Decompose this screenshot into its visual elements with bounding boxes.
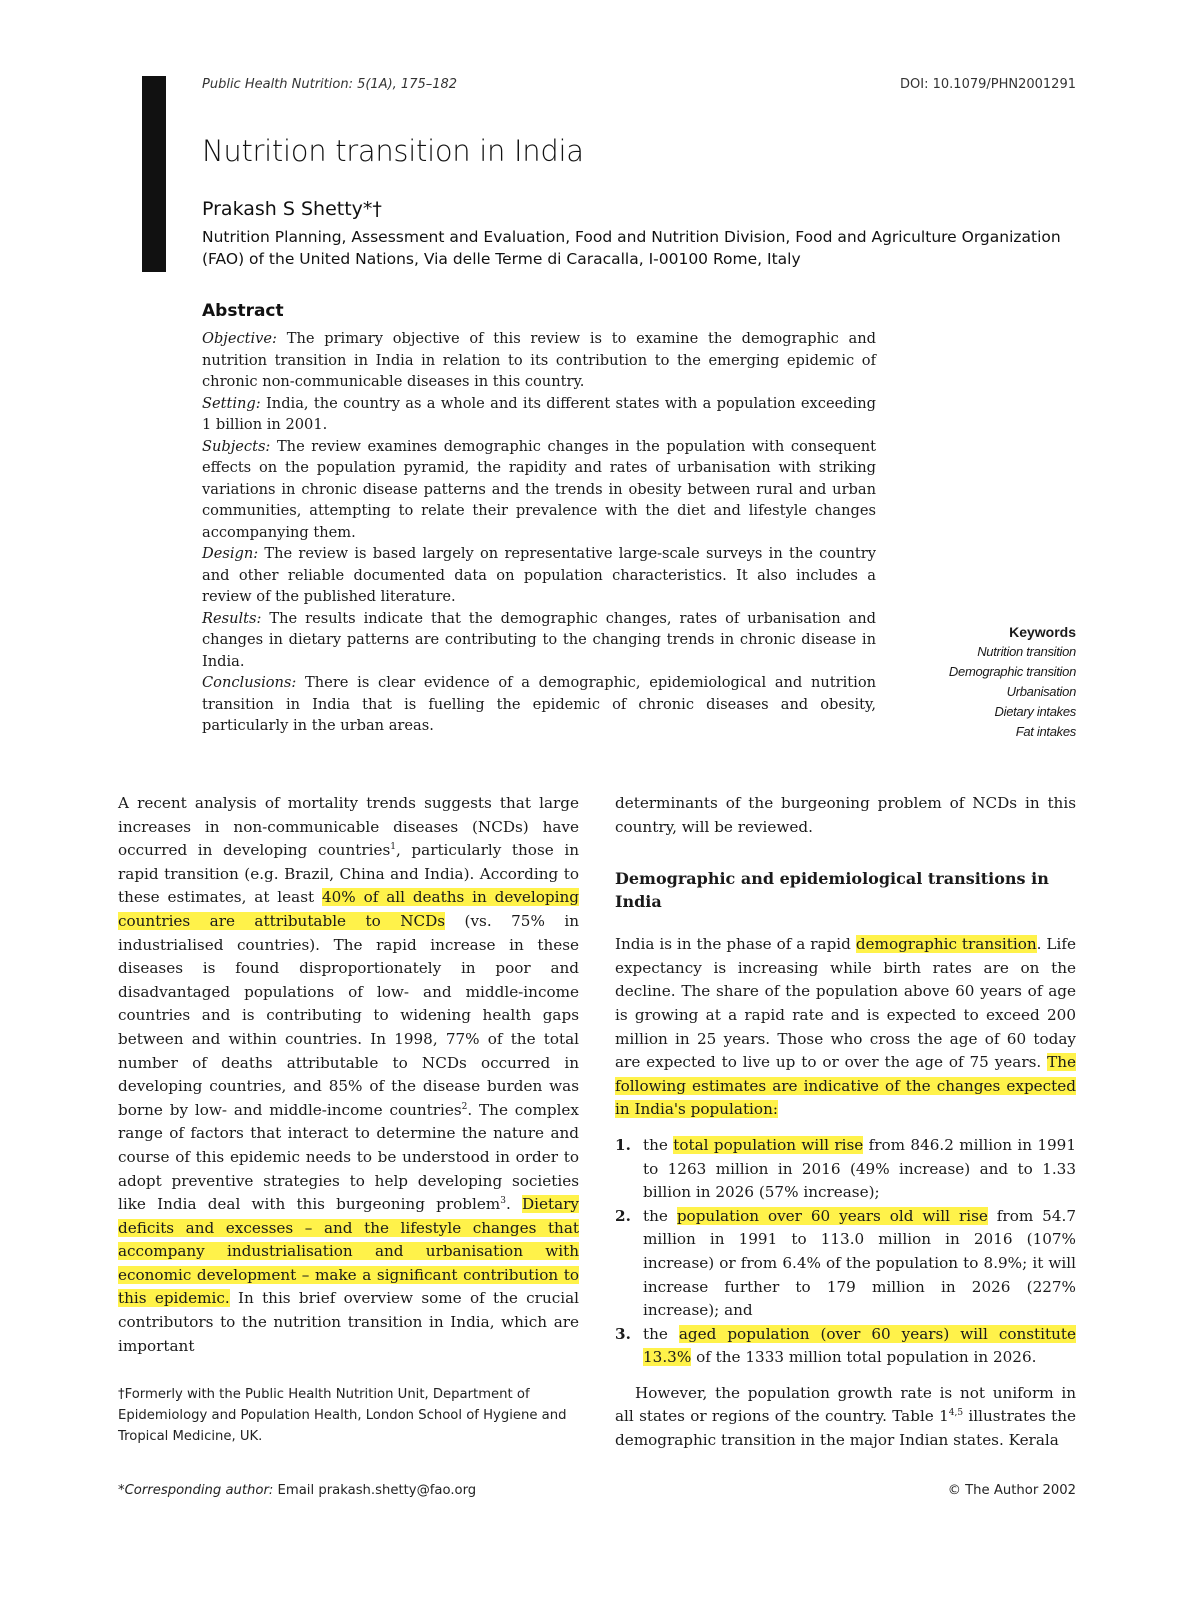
body-column-right [615,792,1076,1453]
highlight: Dietary deficits and excesses – and the lifestyle changes that accompany industrialisation and urbanisation with economic development – make a significant contribution to this epidemic. [118,1195,580,1308]
list-item: 3. the aged population (over 60 years) will constitute 13.3% of the 1333 million total population in 2026. [615,1324,1076,1367]
reference-marker[interactable]: 3 [500,1196,506,1207]
author-affiliation: Nutrition Planning, Assessment and Evaluation, Food and Nutrition Division, Food and Agriculture Organization (FAO) of the United Nations, Via delle Terme di Caracalla, I-00100 Rome, Italy [202,228,1061,268]
keyword-item: Fat intakes [1015,724,1076,739]
reference-marker[interactable]: 1 [390,842,396,853]
highlight: The following estimates are indicative of the changes expected in India's population: [615,1053,1076,1119]
doi-link[interactable]: DOI: 10.1079/PHN2001291 [900,77,1076,92]
abstract-heading: Abstract [202,301,284,321]
list-item: 2. the population over 60 years old will rise from 54.7 million in 1991 to 113.0 million in 2016 (107% increase) or from 6.4% of the population to 8.9%; it will increase further to 179 million in 2026 (227% increase); and [615,1206,1076,1320]
copyright-notice: © The Author 2002 [947,1483,1076,1498]
section-heading: Demographic and epidemiological transitions in India [615,869,1049,912]
abstract-subjects: Subjects: The review examines demographic changes in the population with consequent effects on the population pyramid, the rapidity and rates of urbanisation with striking variations in chronic disease patterns and the trends in obesity between rural and urban communities, attempting to relate their prevalence with the diet and lifestyle changes accompanying them. [202,437,876,541]
journal-citation: Public Health Nutrition: 5(1A), 175–182 [202,77,458,92]
abstract-body [202,328,876,737]
reference-marker[interactable]: 2 [461,1101,468,1112]
abstract-design: Design: The review is based largely on representative large-scale surveys in the country and other reliable documented data on population characteristics. It also includes a review of the published literature. [202,545,876,605]
keyword-item: Demographic transition [948,664,1076,679]
decorative-sidebar-bar [142,76,166,272]
estimates-list [615,1134,1076,1370]
abstract-conclusions: Conclusions: There is clear evidence of a demographic, epidemiological and nutrition transition in India that is fuelling the epidemic of chronic diseases and obesity, particularly in the urban areas. [202,674,876,734]
abstract-setting: Setting: India, the country as a whole and its different states with a population exceeding 1 billion in 2001. [202,394,876,433]
keyword-item: Nutrition transition [977,644,1076,659]
affiliation-footnote: †Formerly with the Public Health Nutrition Unit, Department of Epidemiology and Population Health, London School of Hygiene and Tropical Medicine, UK. [118,1387,567,1444]
keywords-heading: Keywords [1009,624,1076,640]
reference-marker[interactable]: 4,5 [948,1408,964,1419]
highlight: population over 60 years old will rise [676,1206,988,1225]
author-name: Prakash S Shetty*† [202,198,382,220]
highlight: total population will rise [673,1135,864,1154]
abstract-objective: Objective: The primary objective of this review is to examine the demographic and nutrition transition in India in relation to its contribution to the emerging epidemic of chronic non-communicable diseases in this country. [202,330,876,390]
list-item: 1. the total population will rise from 846.2 million in 1991 to 1263 million in 2016 (49% increase) and to 1.33 billion in 2026 (57% increase); [615,1135,1077,1202]
highlight: aged population (over 60 years) will constitute 13.3% [643,1324,1076,1367]
keywords-box [949,622,1076,742]
highlight: demographic transition [855,935,1037,954]
abstract-results: Results: The results indicate that the demographic changes, rates of urbanisation and changes in dietary patterns are contributing to the changing trends in chronic disease in India. [202,609,876,670]
keyword-item: Dietary intakes [994,704,1076,719]
intro-paragraph: A recent analysis of mortality trends suggests that large increases in non-communicable diseases (NCDs) have occurred in developing countries$^1$, particularly those in rapid transition (e.g. Brazil, China and India). According to these estimates, at least 40% of all deaths in developing countries are attributable to NCDs (vs. 75% in industrialised countries). The rapid increase in these diseases is found disproportionately in poor and disadvantaged populations of low- and middle-income countries and is contributing to widening health gaps between and within countries. In 1998, 77% of the total number of deaths attributable to NCDs occurred in developing countries, and 85% of the disease burden was borne by low- and middle-income countries$^2$. The complex range of factors that interact to determine the nature and course of this epidemic needs to be understood in order to adopt preventive strategies to help developing societies like India deal with this burgeoning problem$^3$. Dietary deficits and excesses – and the lifestyle changes that accompany industrialisation and urbanisation with economic development – make a significant contribution to this epidemic. In this brief overview some of the crucial contributors to the nutrition transition in India, which are important [118,794,580,1355]
growth-paragraph: However, the population growth rate is not uniform in all states or regions of the country. Table 1$^{4,5}$ illustrates the demographic transition in the major Indian states. Kerala [615,1383,1077,1450]
body-column-left [118,792,579,1358]
continued-paragraph: determinants of the burgeoning problem of NCDs in this country, will be reviewed. [615,794,1076,836]
email-link[interactable]: Email prakash.shetty@fao.org [273,1483,477,1498]
keyword-item: Urbanisation [1006,684,1076,699]
highlight: 40% of all deaths in developing countries are attributable to NCDs [118,888,579,930]
article-title: Nutrition transition in India [202,134,584,168]
corresponding-author-note: *Corresponding author: Email prakash.shetty@fao.org [118,1483,477,1498]
demographic-paragraph: India is in the phase of a rapid demographic transition. Life expectancy is increasing while birth rates are on the decline. The share of the population above 60 years of age is growing at a rapid rate and is expected to exceed 200 million in 25 years. Those who cross the age of 60 today are expected to live up to or over the age of 75 years. The following estimates are indicative of the changes expected in India's population: [615,935,1076,1119]
